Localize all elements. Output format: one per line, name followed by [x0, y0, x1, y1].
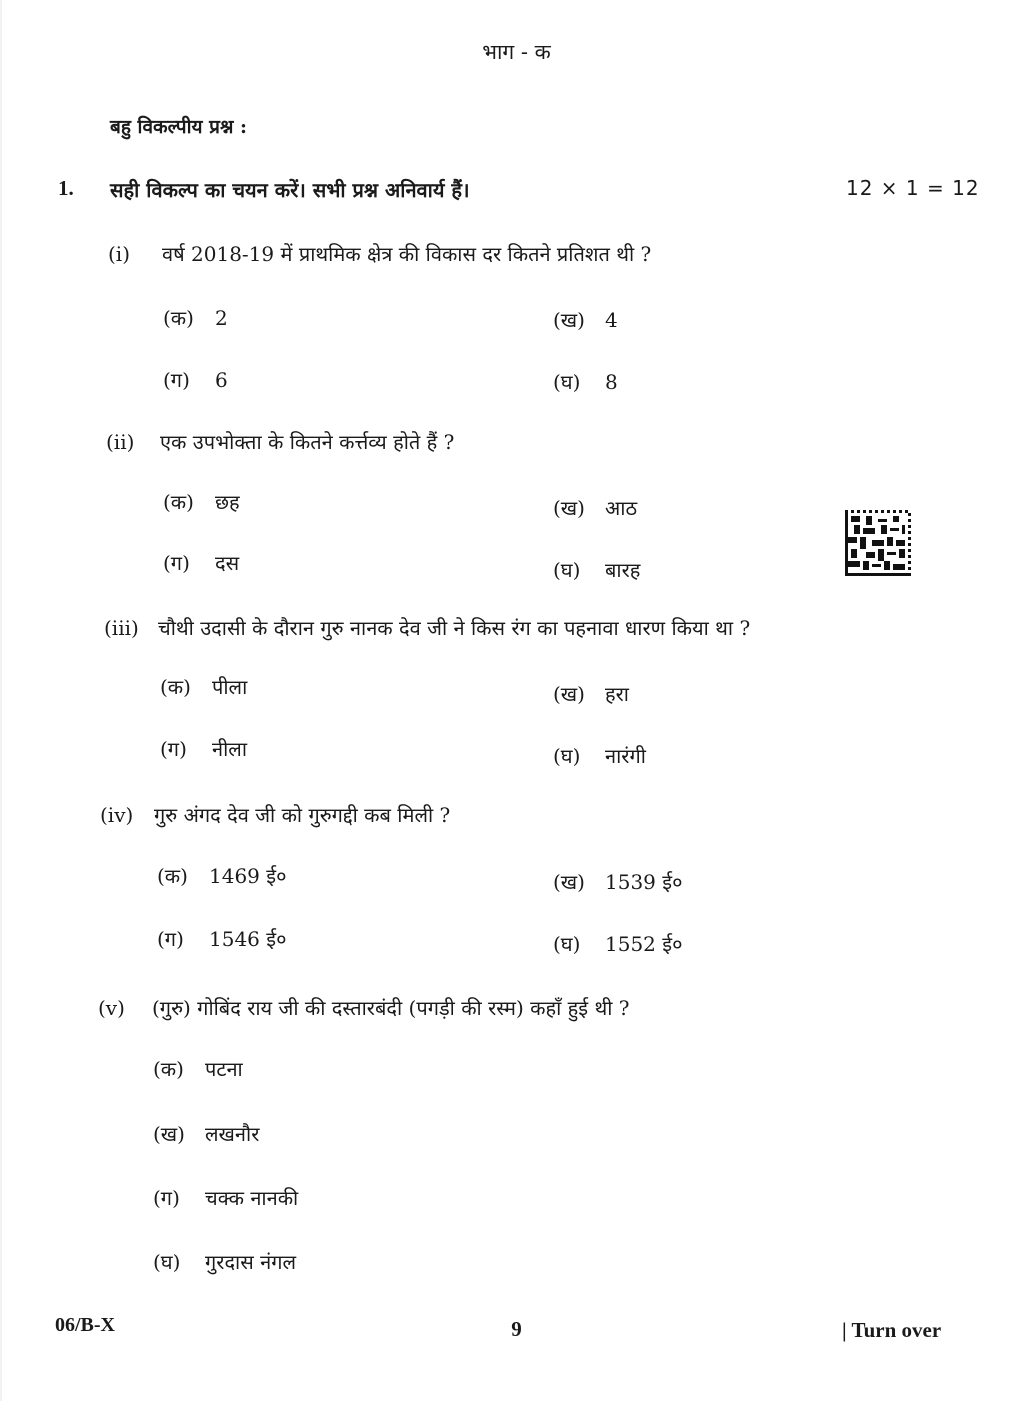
option-text: 1469 ई० — [209, 864, 287, 888]
option-label: (घ) — [553, 370, 581, 394]
subquestion-number: (v) — [98, 996, 125, 1020]
subquestion-3 — [104, 614, 750, 641]
option-label: (ग) — [163, 551, 190, 575]
option-ka — [153, 1055, 243, 1082]
option-label: (ख) — [553, 870, 585, 894]
option-ga — [160, 735, 247, 762]
option-label: (घ) — [153, 1250, 181, 1274]
marks-allocation: 12 × 1 = 12 — [846, 176, 980, 200]
option-text: नारंगी — [605, 744, 646, 768]
option-label: (ख) — [553, 682, 585, 706]
mcq-subheading: बहु विकल्पीय प्रश्न : — [110, 116, 248, 138]
option-label: (क) — [160, 675, 191, 699]
subquestion-number: (iii) — [104, 616, 139, 640]
option-gha — [553, 368, 618, 395]
option-text: 1552 ई० — [605, 932, 683, 956]
option-text: 4 — [605, 308, 618, 332]
option-text: नीला — [212, 737, 248, 761]
option-text: दस — [215, 551, 240, 575]
subquestion-number: (ii) — [106, 430, 135, 454]
option-label: (ग) — [157, 927, 184, 951]
option-text: चक्क नानकी — [205, 1186, 299, 1210]
option-text: पीला — [212, 675, 248, 699]
option-label: (ख) — [553, 308, 585, 332]
option-gha — [553, 556, 640, 583]
option-text: गुरदास नंगल — [205, 1250, 297, 1274]
option-label: (घ) — [553, 932, 581, 956]
option-text: 6 — [215, 368, 228, 392]
option-kha — [153, 1120, 259, 1147]
subquestion-5 — [98, 994, 630, 1021]
option-kha — [553, 306, 618, 333]
option-text: बारह — [605, 558, 641, 582]
option-text: 2 — [215, 306, 228, 330]
section-title: भाग - क — [482, 40, 551, 64]
option-ka — [160, 673, 247, 700]
option-text: हरा — [605, 682, 629, 706]
option-ga — [163, 366, 228, 393]
option-label: (क) — [163, 306, 194, 330]
option-text: छह — [215, 490, 240, 514]
option-text: आठ — [605, 496, 638, 520]
option-ga — [157, 925, 286, 952]
option-gha — [153, 1248, 296, 1275]
subquestion-4 — [100, 801, 450, 828]
option-label: (ख) — [153, 1122, 185, 1146]
option-ka — [163, 304, 228, 331]
option-gha — [553, 742, 646, 769]
option-ka — [157, 862, 286, 889]
subquestion-number: (i) — [108, 242, 131, 266]
question-number: 1. — [58, 176, 74, 200]
subquestion-number: (iv) — [100, 803, 134, 827]
subquestion-text: (गुरु) गोबिंद राय जी की दस्तारबंदी (पगड़ी की रस्म) कहाँ हुई थी ? — [152, 996, 630, 1020]
option-label: (क) — [157, 864, 188, 888]
option-ka — [163, 488, 240, 515]
option-text: 1539 ई० — [605, 870, 683, 894]
scan-edge — [0, 0, 2, 1401]
subquestion-text: वर्ष 2018-19 में प्राथमिक क्षेत्र की विकास दर कितने प्रतिशत थी ? — [162, 242, 652, 266]
option-label: (ग) — [163, 368, 190, 392]
option-ga — [153, 1184, 298, 1211]
subquestion-2 — [106, 428, 454, 455]
subquestion-1 — [108, 240, 651, 267]
option-label: (ग) — [160, 737, 187, 761]
subquestion-text: चौथी उदासी के दौरान गुरु नानक देव जी ने किस रंग का पहनावा धारण किया था ? — [158, 616, 751, 640]
datamatrix-code — [845, 510, 911, 576]
option-kha — [553, 868, 682, 895]
option-label: (क) — [153, 1057, 184, 1081]
subquestion-text: एक उपभोक्ता के कितने कर्त्तव्य होते हैं ? — [160, 430, 455, 454]
option-kha — [553, 680, 629, 707]
option-gha — [553, 930, 682, 957]
question-instruction: सही विकल्प का चयन करें। सभी प्रश्न अनिवार्य हैं। — [110, 178, 470, 202]
option-text: 1546 ई० — [209, 927, 287, 951]
option-label: (ग) — [153, 1186, 180, 1210]
option-label: (क) — [163, 490, 194, 514]
option-label: (ख) — [553, 496, 585, 520]
option-ga — [163, 549, 239, 576]
subquestion-text: गुरु अंगद देव जी को गुरुगद्दी कब मिली ? — [154, 803, 451, 827]
option-text: 8 — [605, 370, 618, 394]
option-label: (घ) — [553, 558, 581, 582]
paper-code: 06/B-X — [55, 1314, 115, 1336]
turn-over-note: | Turn over — [842, 1318, 942, 1342]
option-text: लखनौर — [205, 1122, 260, 1146]
option-text: पटना — [205, 1057, 243, 1081]
option-label: (घ) — [553, 744, 581, 768]
option-kha — [553, 494, 637, 521]
page-number: 9 — [511, 1317, 522, 1341]
